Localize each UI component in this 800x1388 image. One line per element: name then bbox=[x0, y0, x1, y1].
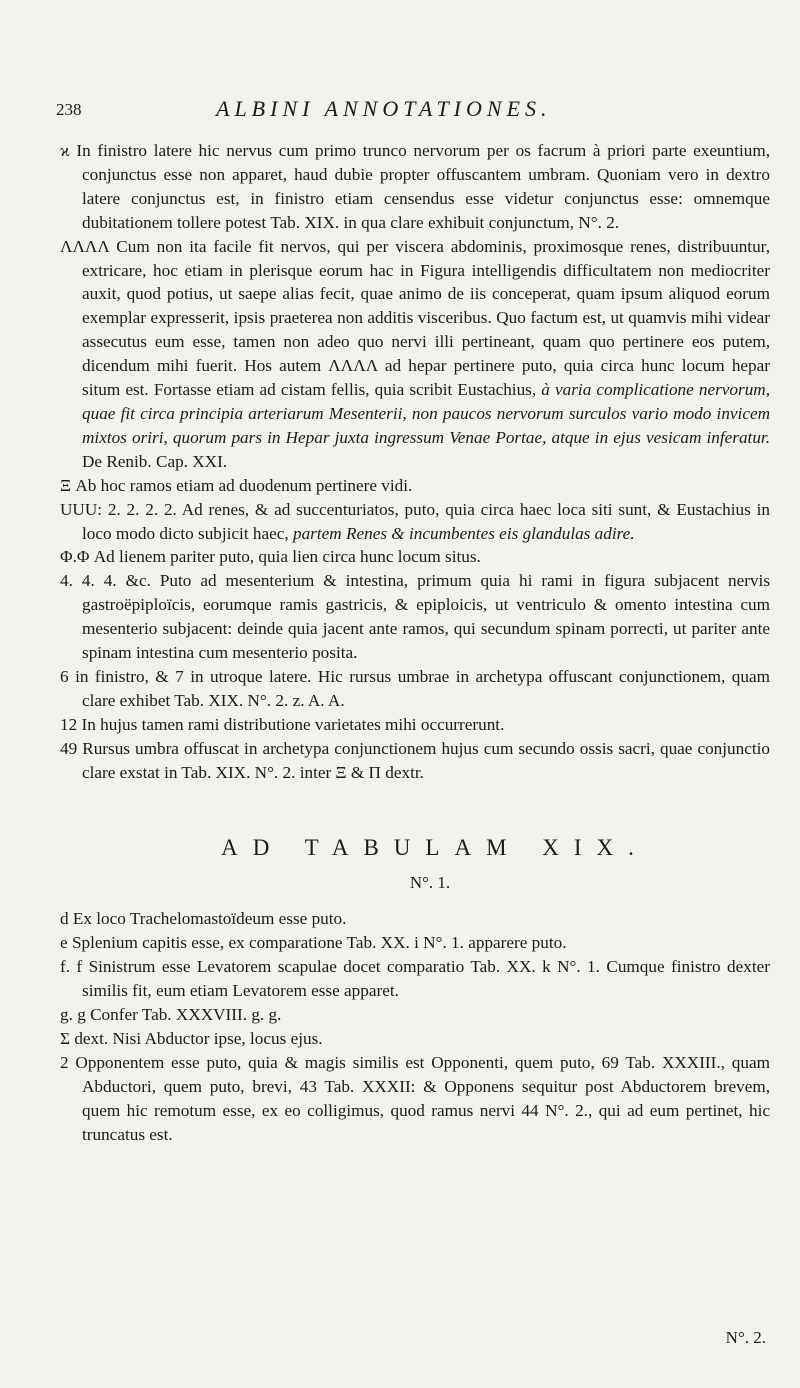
page-number: 238 bbox=[56, 100, 82, 119]
entry-four bbox=[60, 569, 770, 665]
entry-text: in finistro, & 7 in utroque latere. Hic rursus umbrae in archetypa offuscant conjunctionem, quam clare exhibet Tab. XIX. N°. 2. z. A. A. bbox=[75, 666, 770, 710]
catchword: N°. 2. bbox=[725, 1328, 766, 1347]
entry-marker: d bbox=[60, 909, 69, 929]
entry-text: Splenium capitis esse, ex comparatione Tab. XX. i N°. 1. apparere puto. bbox=[71, 933, 567, 953]
entry-marker: 49 bbox=[60, 738, 78, 758]
entry-marker: 2 bbox=[60, 1052, 69, 1072]
entry-d bbox=[60, 907, 770, 931]
entry-citation: De Renib. Cap. XXI. bbox=[82, 451, 228, 471]
entry-two bbox=[60, 1051, 770, 1147]
entry-forty-nine bbox=[60, 737, 770, 785]
entry-marker: UUU: bbox=[60, 499, 103, 519]
entry-marker: f. f bbox=[60, 957, 83, 977]
entry-six bbox=[60, 665, 770, 713]
entry-marker: 12 bbox=[60, 714, 78, 734]
entry-quote: à varia complicatione nervorum, quae fit circa principia arteriarum Mesenterii, non paucos nervorum surculos vario modo invicem mixtos oriri, quorum pars in Hepar juxta ingressum Venae Portae, atque in ejus vesicam inferatur. bbox=[82, 380, 771, 447]
entry-marker: e bbox=[60, 933, 68, 953]
entry-marker: g. g bbox=[60, 1005, 86, 1025]
entry-g bbox=[60, 1003, 770, 1027]
entry-text: Confer Tab. XXXVIII. g. g. bbox=[90, 1005, 282, 1025]
entry-marker: 4. 4. 4. bbox=[60, 571, 117, 591]
entry-text: 2. 2. 2. 2. Ad renes, & ad succenturiatos, puto, quia circa haec loca siti sunt, & Eustachius in loco modo dicto subjicit haec, bbox=[82, 499, 770, 543]
entry-quote: partem Renes & incumbentes eis glandulas adire. bbox=[292, 523, 635, 543]
entry-text: Sinistrum esse Levatorem scapulae docet comparatio Tab. XX. k N°. 1. Cumque finistro dexter similis fit, eum etiam Levatorem esse apparet. bbox=[82, 957, 770, 1001]
entry-text: In hujus tamen rami distributione varietates mihi occurrerunt. bbox=[81, 714, 505, 734]
entry-text: Cum non ita facile fit nervos, qui per viscera abdominis, proximosque renes, distribuuntur, extricare, hoc etiam in plerisque eorum hac in Figura intelligendis difficultatem non mediocriter auxit, quod potius, ut saepe alias fecit, quae animo de iis conceperat, quam ipsum aliquod eorum exemplar expresserit, ipsis praeterea non additis visceribus. Quo factum est, ut quamvis mihi videar assecutus eum esse, tamen non adeo quo nervi illi pertineant, quam quo pertinere eos putem, dicendum mihi fuerit. Hos autem ΛΛΛΛ ad hepar pertinere puto, quia circa hunc locum hepar situm est. Fortasse etiam ad cistam fellis, quia scribit Eustachius, bbox=[82, 236, 771, 400]
entry-f bbox=[60, 955, 770, 1003]
entry-marker: Ξ bbox=[60, 475, 72, 495]
running-title: ALBINI ANNOTATIONES. bbox=[216, 96, 552, 121]
annotation-text bbox=[60, 139, 770, 1147]
entry-text: Ad lienem pariter puto, quia lien circa hunc locum situs. bbox=[93, 547, 481, 567]
entry-marker: Φ.Φ bbox=[60, 547, 90, 567]
page-header bbox=[56, 96, 760, 130]
entry-marker: ϰ bbox=[60, 141, 70, 160]
entry-uuu bbox=[60, 498, 770, 546]
entry-xi bbox=[60, 474, 770, 498]
entry-text: Ab hoc ramos etiam ad duodenum pertinere vidi. bbox=[75, 475, 413, 495]
entry-lambda bbox=[60, 235, 770, 474]
entry-text: dext. Nisi Abductor ipse, locus ejus. bbox=[74, 1029, 323, 1048]
entry-marker: 6 bbox=[60, 666, 69, 686]
section-subtitle: N°. 1. bbox=[409, 873, 451, 893]
entry-phi bbox=[60, 545, 770, 569]
entry-twelve bbox=[60, 713, 770, 737]
entry-text: Rursus umbra offuscat in archetypa conjunctionem hujus cum secundo ossis sacri, quae conjunctio clare exstat in Tab. XIX. N°. 2. inter Ξ & Π dextr. bbox=[82, 738, 771, 782]
section-title: AD TABULAM XIX. bbox=[221, 835, 649, 861]
entry-text: In finistro latere hic nervus cum primo trunco nervorum per os facrum à priori parte exeuntium, conjunctus esse non apparet, haud dubie propter offuscantem umbram. Quoniam vero in dextro latere conjunctus est, in finistro etiam censendus esse videtur conjunctus esse: omnemque dubitationem tollere potest Tab. XIX. in qua clare exhibuit conjunctum, N°. 2. bbox=[76, 141, 771, 232]
entry-text: Ex loco Trachelomastoïdeum esse puto. bbox=[72, 909, 347, 929]
entry-text: &c. Puto ad mesenterium & intestina, primum quia hi rami in figura subjacent nervis gastroëpiploïcis, eorumque ramis gastricis, & epiploicis, ut ventriculo & omento intestina cum mesenterio subjacent: deinde quia jacent ante ramos, qui secundum spinam porrecti, ut pariter ante spinam intestina cum mesenterio posita. bbox=[82, 571, 771, 663]
entry-kappa bbox=[60, 139, 770, 235]
entry-marker: ΛΛΛΛ bbox=[60, 236, 110, 256]
entry-marker: Σ bbox=[60, 1029, 71, 1048]
entry-sigma bbox=[60, 1027, 770, 1051]
entry-text: Opponentem esse puto, quia & magis similis est Opponenti, quem puto, 69 Tab. XXXIII., quam Abductori, quem puto, brevi, 43 Tab. XXXII: & Opponens sequitur post Abductorem brevem, quem hic remotum esse, ex eo colligimus, quod ramus nervi 44 N°. 2., qui ad eum pertinet, hic truncatus est. bbox=[75, 1052, 770, 1144]
entry-e bbox=[60, 931, 770, 955]
